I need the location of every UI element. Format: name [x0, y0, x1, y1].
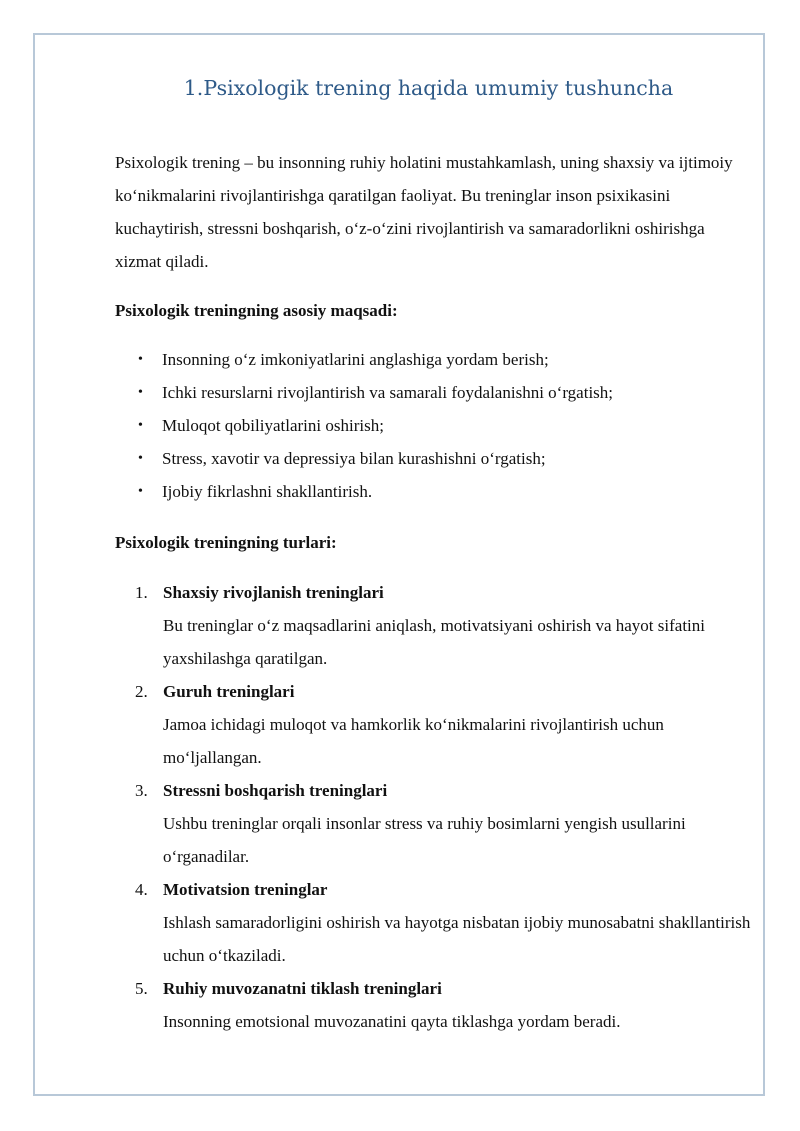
- type-title: Ruhiy muvozanatni tiklash treninglari: [163, 979, 442, 998]
- type-description: Ishlash samaradorligini oshirish va hayotga nisbatan ijobiy munosabatni shakllantirish uchun o‘tkaziladi.: [163, 913, 751, 965]
- types-list-item: [115, 675, 755, 774]
- types-list-item: [115, 576, 755, 675]
- item-number: 5.: [135, 979, 148, 998]
- item-number: 2.: [135, 682, 148, 701]
- bullet-icon: •: [138, 418, 143, 433]
- aims-list-item: [115, 442, 613, 475]
- aims-item-text: Ijobiy fikrlashni shakllantirish.: [162, 482, 373, 501]
- aims-item-text: Ichki resurslarni rivojlantirish va samarali foydalanishni o‘rgatish;: [162, 383, 614, 402]
- item-number: 1.: [135, 583, 148, 602]
- aims-item-text: Stress, xavotir va depressiya bilan kurashishni o‘rgatish;: [162, 449, 546, 468]
- type-description: Ushbu treninglar orqali insonlar stress va ruhiy bosimlarni yengish usullarini o‘rganadilar.: [163, 814, 686, 866]
- aims-list-item: [115, 376, 613, 409]
- aims-item-text: Insonning o‘z imkoniyatlarini anglashiga yordam berish;: [162, 350, 549, 369]
- aims-heading: Psixologik treningning asosiy maqsadi:: [115, 301, 398, 320]
- aims-list-item: [115, 343, 613, 376]
- document-body: [115, 146, 755, 1031]
- types-list-item: [115, 972, 755, 1038]
- item-number: 3.: [135, 781, 148, 800]
- type-title: Stressni boshqarish treninglari: [163, 781, 388, 800]
- types-list: [115, 576, 755, 1038]
- type-title: Guruh treninglari: [163, 682, 295, 701]
- document-title: 1.Psixologik trening haqida umumiy tushuncha: [183, 76, 674, 100]
- bullet-icon: •: [138, 484, 143, 499]
- bullet-icon: •: [138, 385, 143, 400]
- aims-list-item: [115, 409, 613, 442]
- bullet-icon: •: [138, 352, 143, 367]
- bullet-icon: •: [138, 451, 143, 466]
- intro-paragraph: Psixologik trening – bu insonning ruhiy holatini mustahkamlash, uning shaxsiy va ijtimoiy ko‘nikmalarini rivojlantirishga qaratilgan faoliyat. Bu treninglar inson psixikasini kuchaytirish, stressni boshqarish, o‘z-o‘zini rivojlantirish va samaradorlikni oshirishga xizmat qiladi.: [115, 153, 733, 271]
- aims-item-text: Muloqot qobiliyatlarini oshirish;: [162, 416, 384, 435]
- types-list-item: [115, 774, 755, 873]
- aims-list-item: [115, 475, 613, 508]
- type-title: Shaxsiy rivojlanish treninglari: [163, 583, 384, 602]
- type-description: Bu treninglar o‘z maqsadlarini aniqlash, motivatsiyani oshirish va hayot sifatini yaxshilashga qaratilgan.: [163, 616, 705, 668]
- item-number: 4.: [135, 880, 148, 899]
- types-heading: Psixologik treningning turlari:: [115, 533, 337, 552]
- type-description: Jamoa ichidagi muloqot va hamkorlik ko‘nikmalarini rivojlantirish uchun mo‘ljallangan.: [163, 715, 664, 767]
- aims-list: [115, 343, 613, 508]
- type-description: Insonning emotsional muvozanatini qayta tiklashga yordam beradi.: [163, 1012, 621, 1031]
- type-title: Motivatsion treninglar: [163, 880, 328, 899]
- types-list-item: [115, 873, 755, 972]
